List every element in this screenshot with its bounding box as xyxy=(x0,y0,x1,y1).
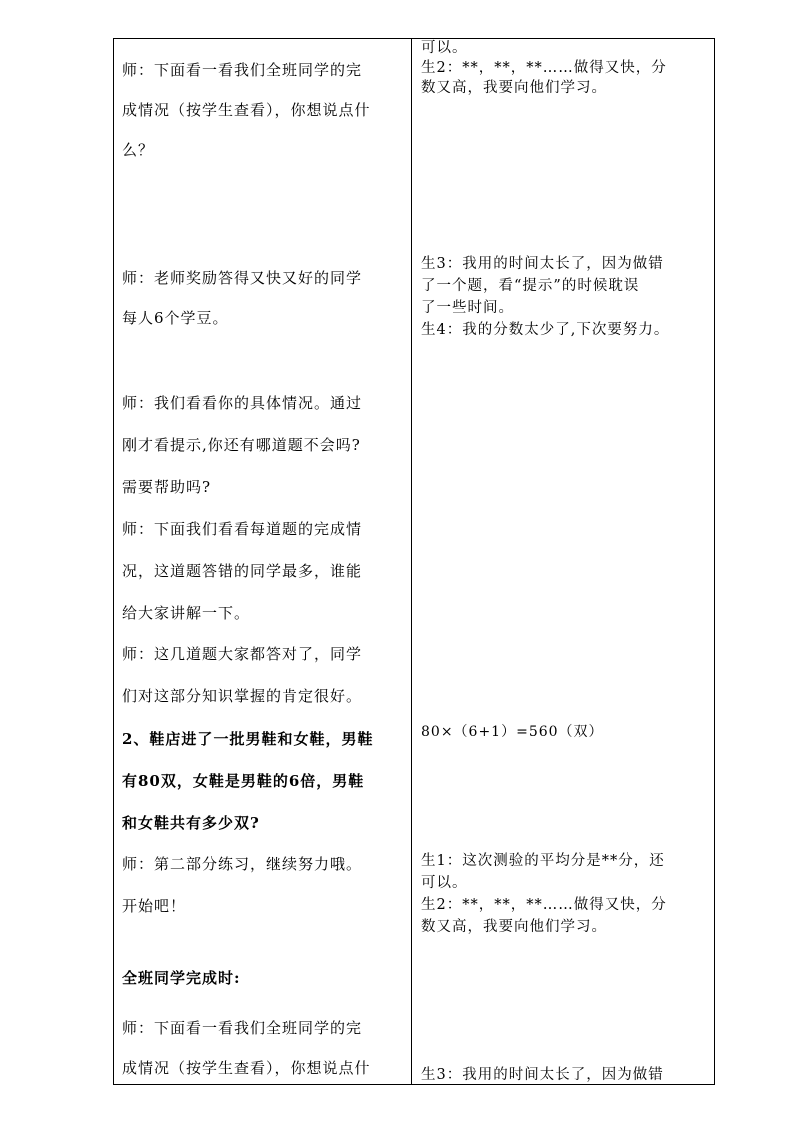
text-line: 2、鞋店进了一批男鞋和女鞋，男鞋 xyxy=(122,730,374,748)
text-line: 全班同学完成时: xyxy=(122,969,241,987)
text-line: 数又高，我要向他们学习。 xyxy=(421,80,607,96)
left-block-5 xyxy=(122,633,406,717)
text-line: 刚才看提示,你还有哪道题不会吗? xyxy=(122,436,361,454)
left-block-7 xyxy=(122,843,406,927)
left-block-4 xyxy=(122,508,406,634)
left-block-2 xyxy=(122,258,406,338)
answer-equation xyxy=(421,721,711,743)
text-line: 师：我们看看你的具体情况。通过 xyxy=(122,394,363,412)
right-block-2 xyxy=(421,253,711,341)
text-line: 生2：**，**，**……做得又快，分 xyxy=(421,60,667,76)
section-heading xyxy=(122,966,406,990)
text-line: 了一个题，看“提示”的时候耽误 xyxy=(421,278,640,294)
text-line: 可以。 xyxy=(421,875,468,891)
text-line: 生1：这次测验的平均分是**分，还 xyxy=(421,853,665,869)
text-line: 况，这道题答错的同学最多，谁能 xyxy=(122,562,363,580)
column-divider xyxy=(411,38,412,1085)
text-line: 生3：我用的时间太长了，因为做错 xyxy=(421,1067,664,1083)
text-line: 么？ xyxy=(122,141,155,159)
text-line: 师：第二部分练习，继续努力哦。 xyxy=(122,855,363,873)
text-line: 需要帮助吗? xyxy=(122,478,212,496)
text-line: 数又高，我要向他们学习。 xyxy=(421,919,607,935)
right-block-1 xyxy=(421,38,711,98)
text-line: 开始吧！ xyxy=(122,897,187,915)
text-line: 生4：我的分数太少了,下次要努力。 xyxy=(421,322,670,338)
text-line: 师：下面看一看我们全班同学的完 xyxy=(122,1019,363,1037)
text-line: 可以。 xyxy=(421,40,468,56)
text-line: 生3：我用的时间太长了，因为做错 xyxy=(421,256,664,272)
text-line: 师：下面我们看看每道题的完成情 xyxy=(122,520,363,538)
text-line: 80×（6+1）=560（双） xyxy=(421,724,604,740)
text-line: 每人6个学豆。 xyxy=(122,309,229,327)
text-line: 生2：**，**，**……做得又快，分 xyxy=(421,897,667,913)
text-line: 师：这几道题大家都答对了，同学 xyxy=(122,645,363,663)
right-block-4 xyxy=(421,850,711,938)
text-line: 师：老师奖励答得又快又好的同学 xyxy=(122,269,363,287)
left-block-9 xyxy=(122,1008,406,1088)
left-block-1 xyxy=(122,50,406,170)
text-line: 和女鞋共有多少双? xyxy=(122,814,260,832)
text-line: 成情况（按学生查看），你想说点什 xyxy=(122,101,371,119)
text-line: 们对这部分知识掌握的肯定很好。 xyxy=(122,687,363,705)
right-block-5 xyxy=(421,1064,711,1086)
text-line: 有80双，女鞋是男鞋的6倍，男鞋 xyxy=(122,772,365,790)
text-line: 成情况（按学生查看），你想说点什 xyxy=(122,1059,371,1077)
problem-2 xyxy=(122,718,406,844)
text-line: 师：下面看一看我们全班同学的完 xyxy=(122,61,363,79)
text-line: 了一些时间。 xyxy=(421,300,514,316)
text-line: 给大家讲解一下。 xyxy=(122,604,251,622)
left-block-3 xyxy=(122,382,406,508)
